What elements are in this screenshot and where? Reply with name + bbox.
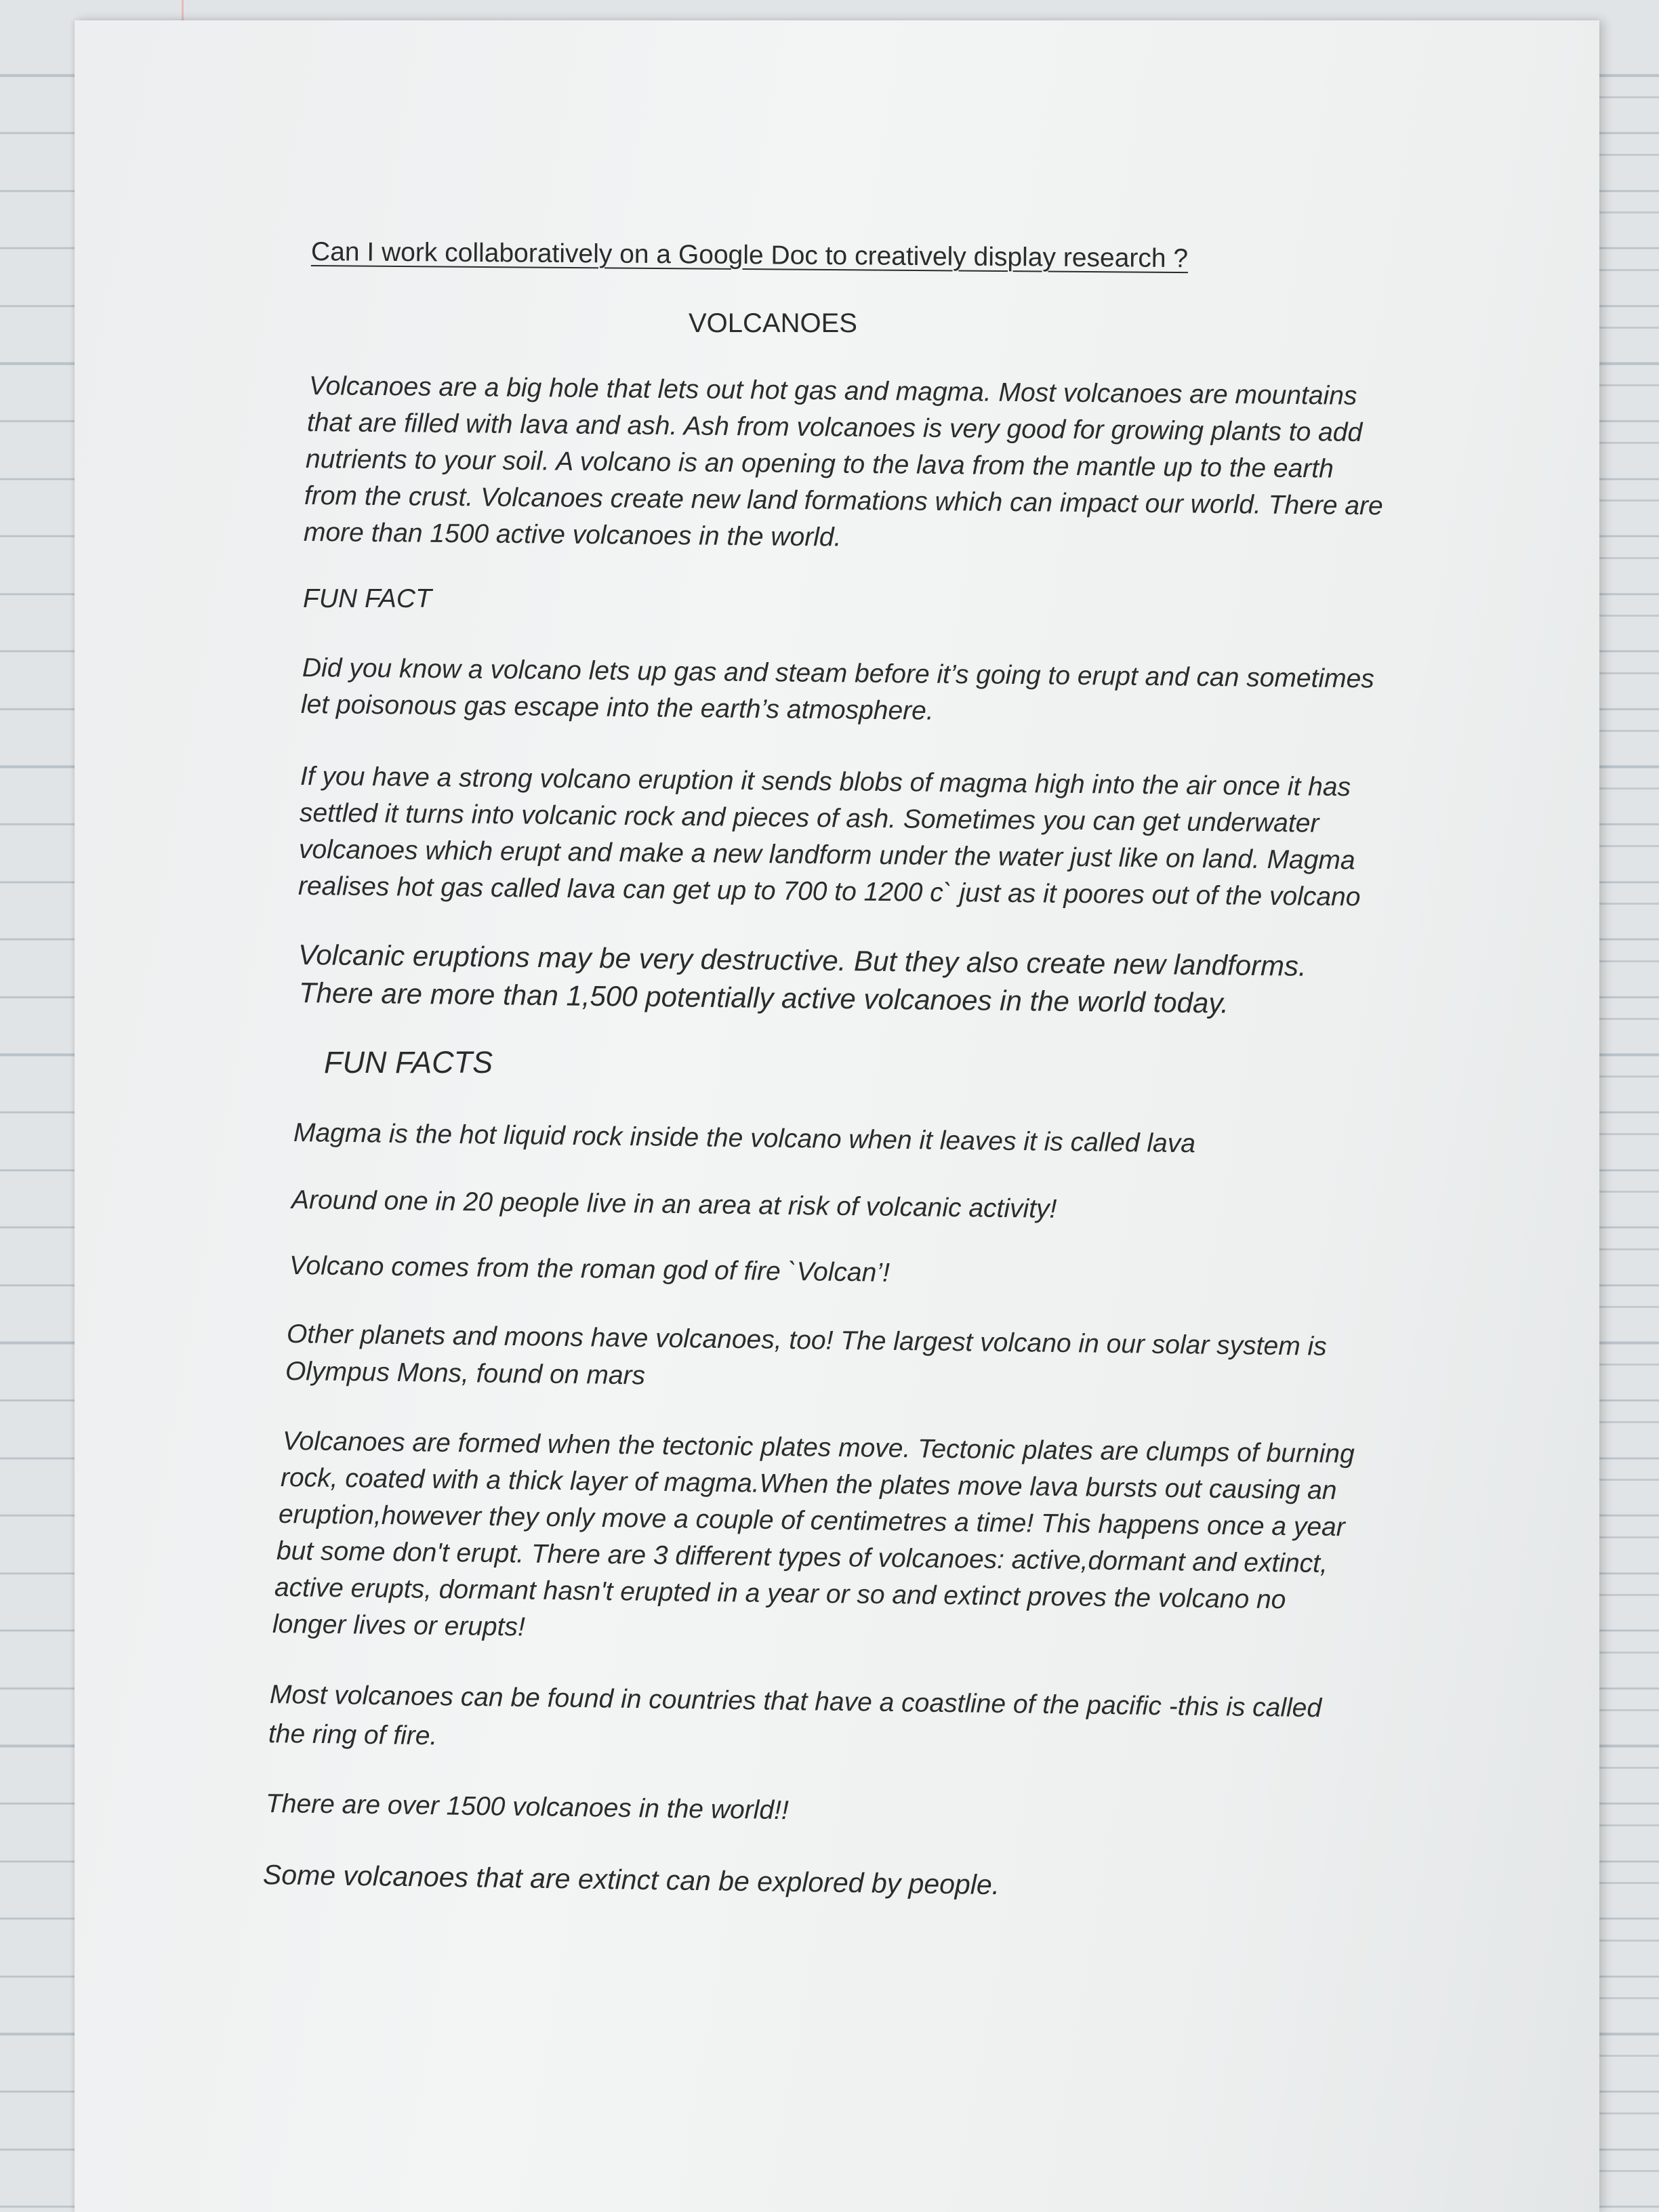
tectonic-line: rock, coated with a thick layer of magma.When the plates move lava bursts out causing an: [280, 1463, 1337, 1506]
pacific-line: the ring of fire.: [268, 1719, 438, 1751]
fun-fact-line: Did you know a volcano lets up gas and steam before it’s going to erupt and can sometimes: [302, 653, 1375, 694]
eruption-line: If you have a strong volcano eruption it sends blobs of magma high into the air once it has: [300, 762, 1351, 802]
fun-fact-heading: FUN FACT: [303, 584, 432, 613]
tectonic-line: longer lives or erupts!: [272, 1610, 526, 1642]
eruption-line: volcanoes which erupt and make a new landform under the water just like on land. Magma: [298, 835, 1355, 876]
fact-line: Magma is the hot liquid rock inside the volcano when it leaves it is called lava: [293, 1118, 1196, 1159]
intro-line: Volcanoes are a big hole that lets out hot gas and magma. Most volcanoes are mountains: [308, 371, 1357, 411]
tectonic-line: but some don't erupt. There are 3 different types of volcanoes: active,dormant and extinct,: [276, 1536, 1328, 1578]
planets-line: Other planets and moons have volcanoes, too! The largest volcano in our solar system is: [286, 1319, 1327, 1361]
intro-line: nutrients to your soil. A volcano is an opening to the lava from the mantle up to the earth: [305, 445, 1334, 484]
planets-line: Olympus Mons, found on mars: [285, 1357, 646, 1391]
fun-facts-heading: FUN FACTS: [324, 1045, 493, 1080]
fact-line: There are over 1500 volcanoes in the world!!: [265, 1789, 790, 1826]
fact-line: Around one in 20 people live in an area at risk of volcanic activity!: [291, 1185, 1057, 1224]
eruption-line: settled it turns into volcanic rock and pieces of ash. Sometimes you can get underwater: [299, 798, 1319, 838]
tectonic-line: active erupts, dormant hasn't erupted in a year or so and extinct proves the volcano no: [274, 1573, 1286, 1615]
tectonic-line: eruption,however they only move a couple of centimetres a time! This happens once a year: [278, 1500, 1346, 1542]
question-title: Can I work collaboratively on a Google Doc to creatively display research ?: [310, 237, 1189, 274]
fact-line: Some volcanoes that are extinct can be explored by people.: [262, 1859, 1000, 1901]
intro-line: that are filled with lava and ash. Ash from volcanoes is very good for growing plants to add: [306, 408, 1363, 447]
eruption-line: realises hot gas called lava can get up to 700 to 1200 c` just as it poores out of the volcano: [298, 872, 1361, 912]
destructive-line: Volcanic eruptions may be very destructive. But they also create new landforms.: [298, 939, 1307, 982]
fact-line: Volcano comes from the roman god of fire `Volcan’!: [289, 1251, 890, 1288]
fun-fact-line: let poisonous gas escape into the earth’s atmosphere.: [300, 690, 934, 726]
intro-line: from the crust. Volcanoes create new land formations which can impact our world. There are: [304, 481, 1383, 521]
destructive-line: There are more than 1,500 potentially active volcanoes in the world today.: [298, 977, 1229, 1019]
pacific-line: Most volcanoes can be found in countries that have a coastline of the pacific -this is called: [269, 1680, 1322, 1723]
tectonic-line: Volcanoes are formed when the tectonic plates move. Tectonic plates are clumps of burning: [282, 1427, 1355, 1469]
intro-line: more than 1500 active volcanoes in the world.: [303, 518, 842, 552]
page-title: VOLCANOES: [689, 308, 857, 338]
